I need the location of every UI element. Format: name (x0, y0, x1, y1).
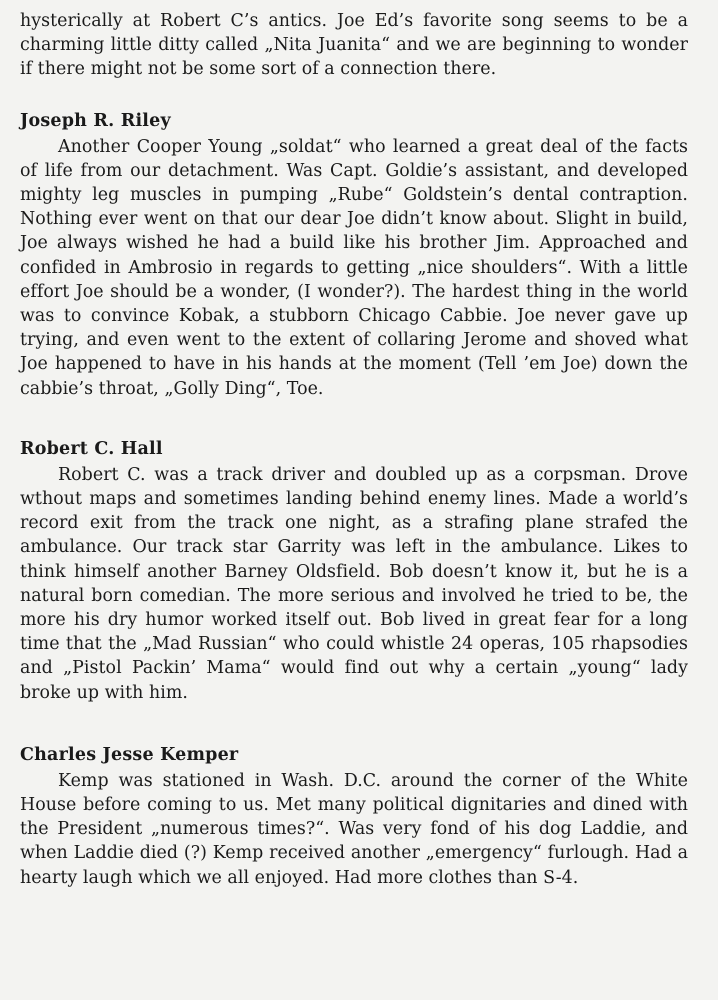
section-joseph-riley (20, 109, 688, 401)
section-heading: Charles Jesse Kemper (20, 744, 239, 765)
section-paragraph: Another Cooper Young „soldat“ who learned a great deal of the facts of life from our detachment. Was Capt. Goldie’s assistant, and developed mighty leg muscles in pumping „Rube“ Goldstein’s dental contraption. Nothing ever went on that our dear Joe didn’t know about. Slight in build, Joe always wished he had a build like his brother Jim. Approached and confided in Ambrosio in regards to getting „nice shoulders“. With a little effort Joe should be a wonder, (I wonder?). The hardest thing in the world was to convince Kobak, a stubborn Chicago Cabbie. Joe never gave up trying, and even went to the extent of collaring Jerome and shoved what Joe happened to have in his hands at the moment (Tell ’em Joe) down the cabbie’s throat, „Golly Ding“, Toe. (20, 136, 688, 399)
intro-paragraph: hysterically at Robert C’s antics. Joe Ed’s favorite song seems to be a charming little ditty called „Nita Juanita“ and we are beginning to wonder if there might not be some sort of a connection there. (20, 11, 688, 80)
section-charles-kemper (20, 743, 688, 890)
section-paragraph: Kemp was stationed in Wash. D.C. around the corner of the White House before coming to us. Met many political dignitaries and dined with the President „numerous times?“. Was very fond of his dog Laddie, and when Laddie died (?) Kemp received another „emergency“ furlough. Had a hearty laugh which we all enjoyed. Had more clothes than S-4. (20, 770, 688, 888)
section-heading: Robert C. Hall (20, 438, 163, 459)
section-heading: Joseph R. Riley (20, 110, 171, 131)
section-paragraph: Robert C. was a track driver and doubled up as a corpsman. Drove wthout maps and sometimes landing behind enemy lines. Made a world’s record exit from the track one night, as a strafing plane strafed the ambulance. Our track star Garrity was left in the ambulance. Likes to think himself another Barney Oldsfield. Bob doesn’t know it, but he is a natural born comedian. The more serious and involved he tried to be, the more his dry humor worked itself out. Bob lived in great fear for a long time that the „Mad Russian“ who could whistle 24 operas, 105 rhapsodies and „Pistol Packin’ Mama“ would find out why a certain „young“ lady broke up with him. (20, 464, 688, 703)
section-robert-hall (20, 437, 688, 705)
